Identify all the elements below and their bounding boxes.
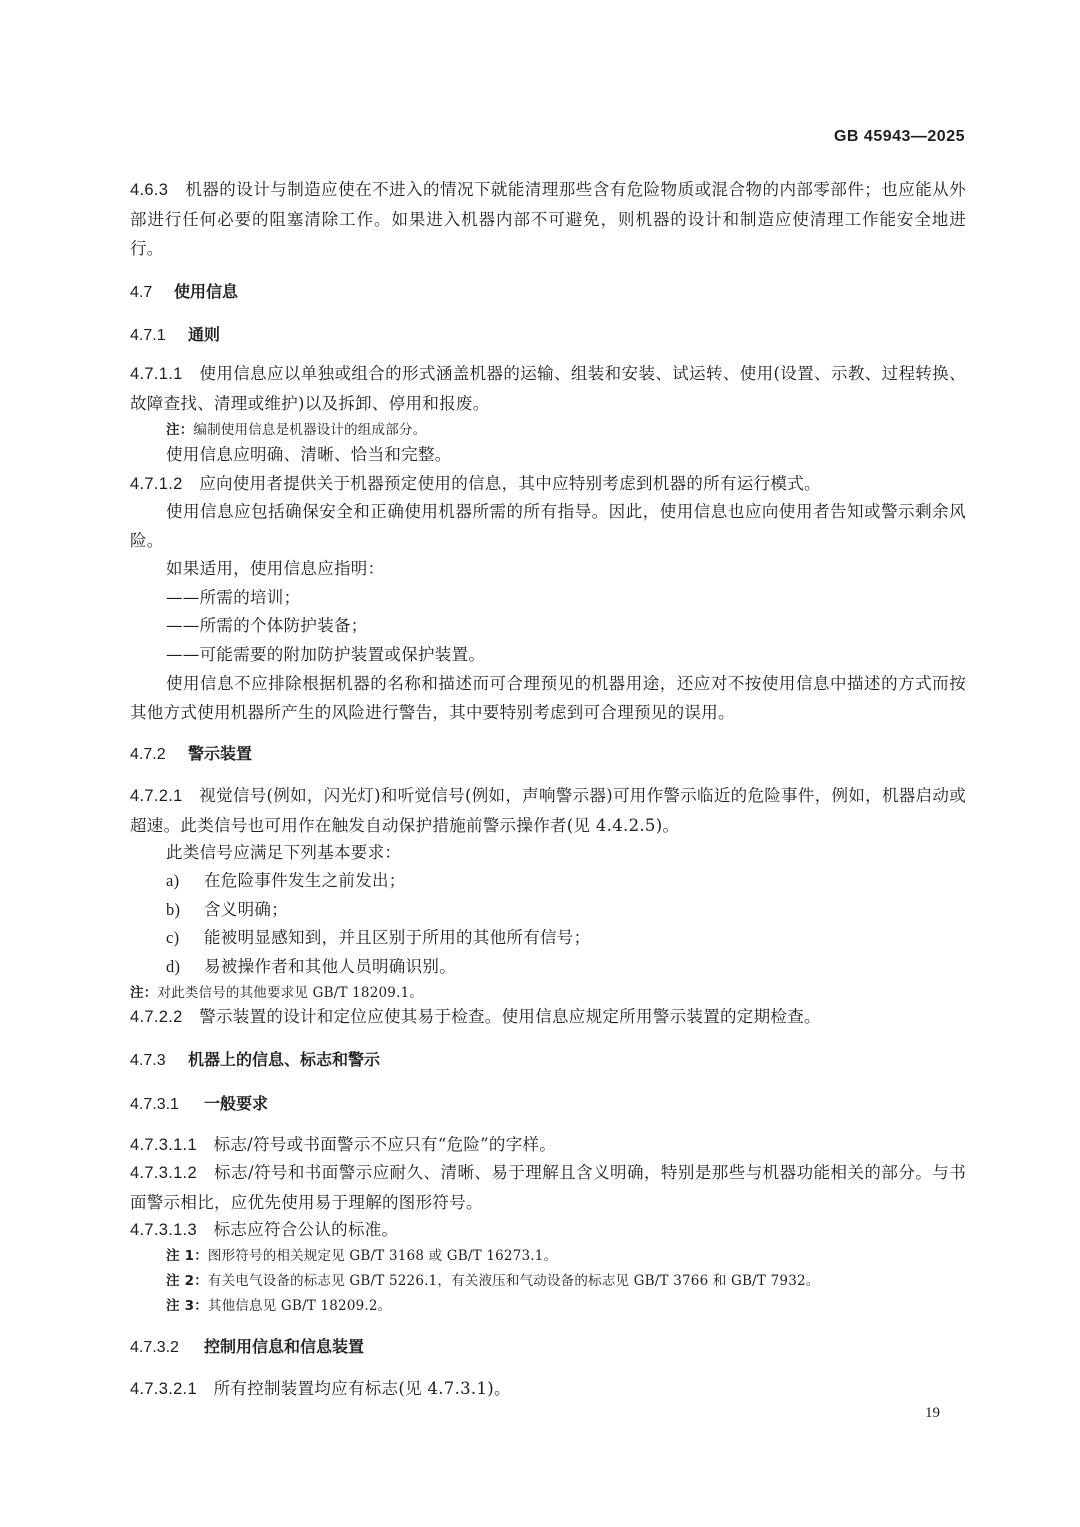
clause-text: 使用信息应以单独或组合的形式涵盖机器的运输、组装和安装、试运转、使用(设置、示教、过程转换、故障查找、清理或维护)以及拆卸、停用和报废。 [130,364,966,413]
heading-title: 警示装置 [188,744,253,763]
note-4-7-2-1 [130,981,423,1001]
requirement-item [166,867,406,891]
clause-text: 标志应符合公认的标准。 [213,1220,399,1239]
clause-4-7-2-1 [130,781,966,840]
note-1 [166,1244,557,1264]
note-3 [166,1294,391,1314]
page-number: 19 [925,1405,940,1421]
dash-list-item: ——可能需要的附加防护装置或保护装置。 [166,645,486,664]
heading-number: 4.7.1 [130,327,166,344]
item-marker: d) [166,957,181,976]
note-label: 注 3： [166,1298,208,1314]
note-text: 有关电气设备的标志见 GB/T 5226.1，有关液压和气动设备的标志见 GB/T 3766 和 GB/T 7932。 [207,1273,820,1289]
note-text: 编制使用信息是机器设计的组成部分。 [193,422,427,438]
heading-number: 4.7.3.2 [130,1339,179,1356]
heading-title: 机器上的信息、标志和警示 [188,1050,381,1069]
note-label: 注： [130,985,158,1001]
item-text: 能被明显感知到，并且区别于所用的其他所有信号； [204,928,591,947]
heading-number: 4.7.3 [130,1052,166,1069]
clause-text: 标志/符号或书面警示不应只有“危险”的字样。 [213,1135,557,1154]
heading-title: 控制用信息和信息装置 [204,1337,365,1356]
note-label: 注 1： [166,1248,208,1264]
clause-number: 4.7.3.1.2 [130,1164,197,1182]
note-text: 对此类信号的其他要求见 GB/T 18209.1。 [157,985,424,1001]
paragraph: 使用信息应明确、清晰、恰当和完整。 [166,445,452,464]
heading-4-7 [130,279,238,302]
heading-number: 4.7.3.1 [130,1096,179,1113]
heading-number: 4.7.2 [130,746,166,763]
requirement-item [166,896,288,920]
clause-number: 4.7.2.1 [130,787,183,805]
heading-4-7-1 [130,322,220,345]
paragraph: 如果适用，使用信息应指明： [166,559,385,578]
note-2 [166,1269,819,1289]
clause-4-7-1-1 [130,359,966,418]
clause-number: 4.7.1.1 [130,365,183,383]
heading-4-7-3-1 [130,1091,268,1114]
heading-number: 4.7 [130,284,153,301]
note-4-7-1-1 [166,418,426,438]
clause-4-7-3-1-1 [130,1130,966,1160]
note-label: 注： [166,422,194,438]
clause-text: 标志/符号和书面警示应耐久、清晰、易于理解且含义明确，特别是那些与机器功能相关的部分。与书面警示相比，应优先使用易于理解的图形符号。 [130,1163,966,1212]
item-text: 在危险事件发生之前发出； [204,871,406,890]
clause-4-6-3 [130,175,966,263]
clause-number: 4.6.3 [130,181,169,199]
clause-4-7-1-2 [130,469,966,499]
note-text: 图形符号的相关规定见 GB/T 3168 或 GB/T 16273.1。 [207,1248,558,1264]
clause-number: 4.7.1.2 [130,475,183,493]
clause-text: 应向使用者提供关于机器预定使用的信息，其中应特别考虑到机器的所有运行模式。 [199,474,821,493]
item-marker: b) [166,900,181,919]
clause-number: 4.7.2.2 [130,1008,183,1026]
clause-number: 4.7.3.1.1 [130,1136,197,1154]
clause-4-7-3-1-2 [130,1158,966,1217]
item-text: 易被操作者和其他人员明确识别。 [204,957,456,976]
note-text: 其他信息见 GB/T 18209.2。 [207,1298,392,1314]
heading-4-7-3-2 [130,1334,364,1357]
paragraph: 使用信息不应排除根据机器的名称和描述而可合理预见的机器用途，还应对不按使用信息中描述的方式而按其他方式使用机器所产生的风险进行警告，其中要特别考虑到可合理预见的误用。 [130,674,966,722]
item-text: 含义明确； [204,900,288,919]
dash-list-item: ——所需的个体防护装备； [166,616,368,635]
heading-4-7-2 [130,741,252,764]
requirement-item [166,953,456,977]
heading-title: 使用信息 [174,282,239,301]
dash-list-item: ——所需的培训； [166,588,301,607]
clause-number: 4.7.3.2.1 [130,1380,197,1398]
clause-text: 机器的设计与制造应使在不进入的情况下就能清理那些含有危险物质或混合物的内部零部件；也应能从外部进行任何必要的阻塞清除工作。如果进入机器内部不可避免，则机器的设计和制造应使清理工作能安全地进行。 [130,180,966,258]
item-marker: c) [166,928,180,947]
heading-title: 通则 [188,325,221,344]
clause-text: 所有控制装置均应有标志(见 4.7.3.1)。 [213,1379,511,1398]
note-label: 注 2： [166,1273,208,1289]
clause-4-7-2-2 [130,1002,966,1032]
item-marker: a) [166,871,180,890]
heading-4-7-3 [130,1047,380,1070]
requirement-item [166,924,590,948]
clause-4-7-3-2-1 [130,1374,966,1404]
paragraph: 此类信号应满足下列基本要求： [166,843,402,862]
paragraph: 使用信息应包括确保安全和正确使用机器所需的所有指导。因此，使用信息也应向使用者告知或警示剩余风险。 [130,502,966,550]
standard-number-header: GB 45943—2025 [833,128,965,145]
clause-text: 视觉信号(例如，闪光灯)和听觉信号(例如，声响警示器)可用作警示临近的危险事件，例如，机器启动或超速。此类信号也可用作在触发自动保护措施前警示操作者(见 4.4.2.5)。 [130,786,967,835]
clause-number: 4.7.3.1.3 [130,1221,197,1239]
clause-4-7-3-1-3 [130,1215,966,1245]
heading-title: 一般要求 [204,1094,269,1113]
clause-text: 警示装置的设计和定位应使其易于检查。使用信息应规定所用警示装置的定期检查。 [199,1007,821,1026]
